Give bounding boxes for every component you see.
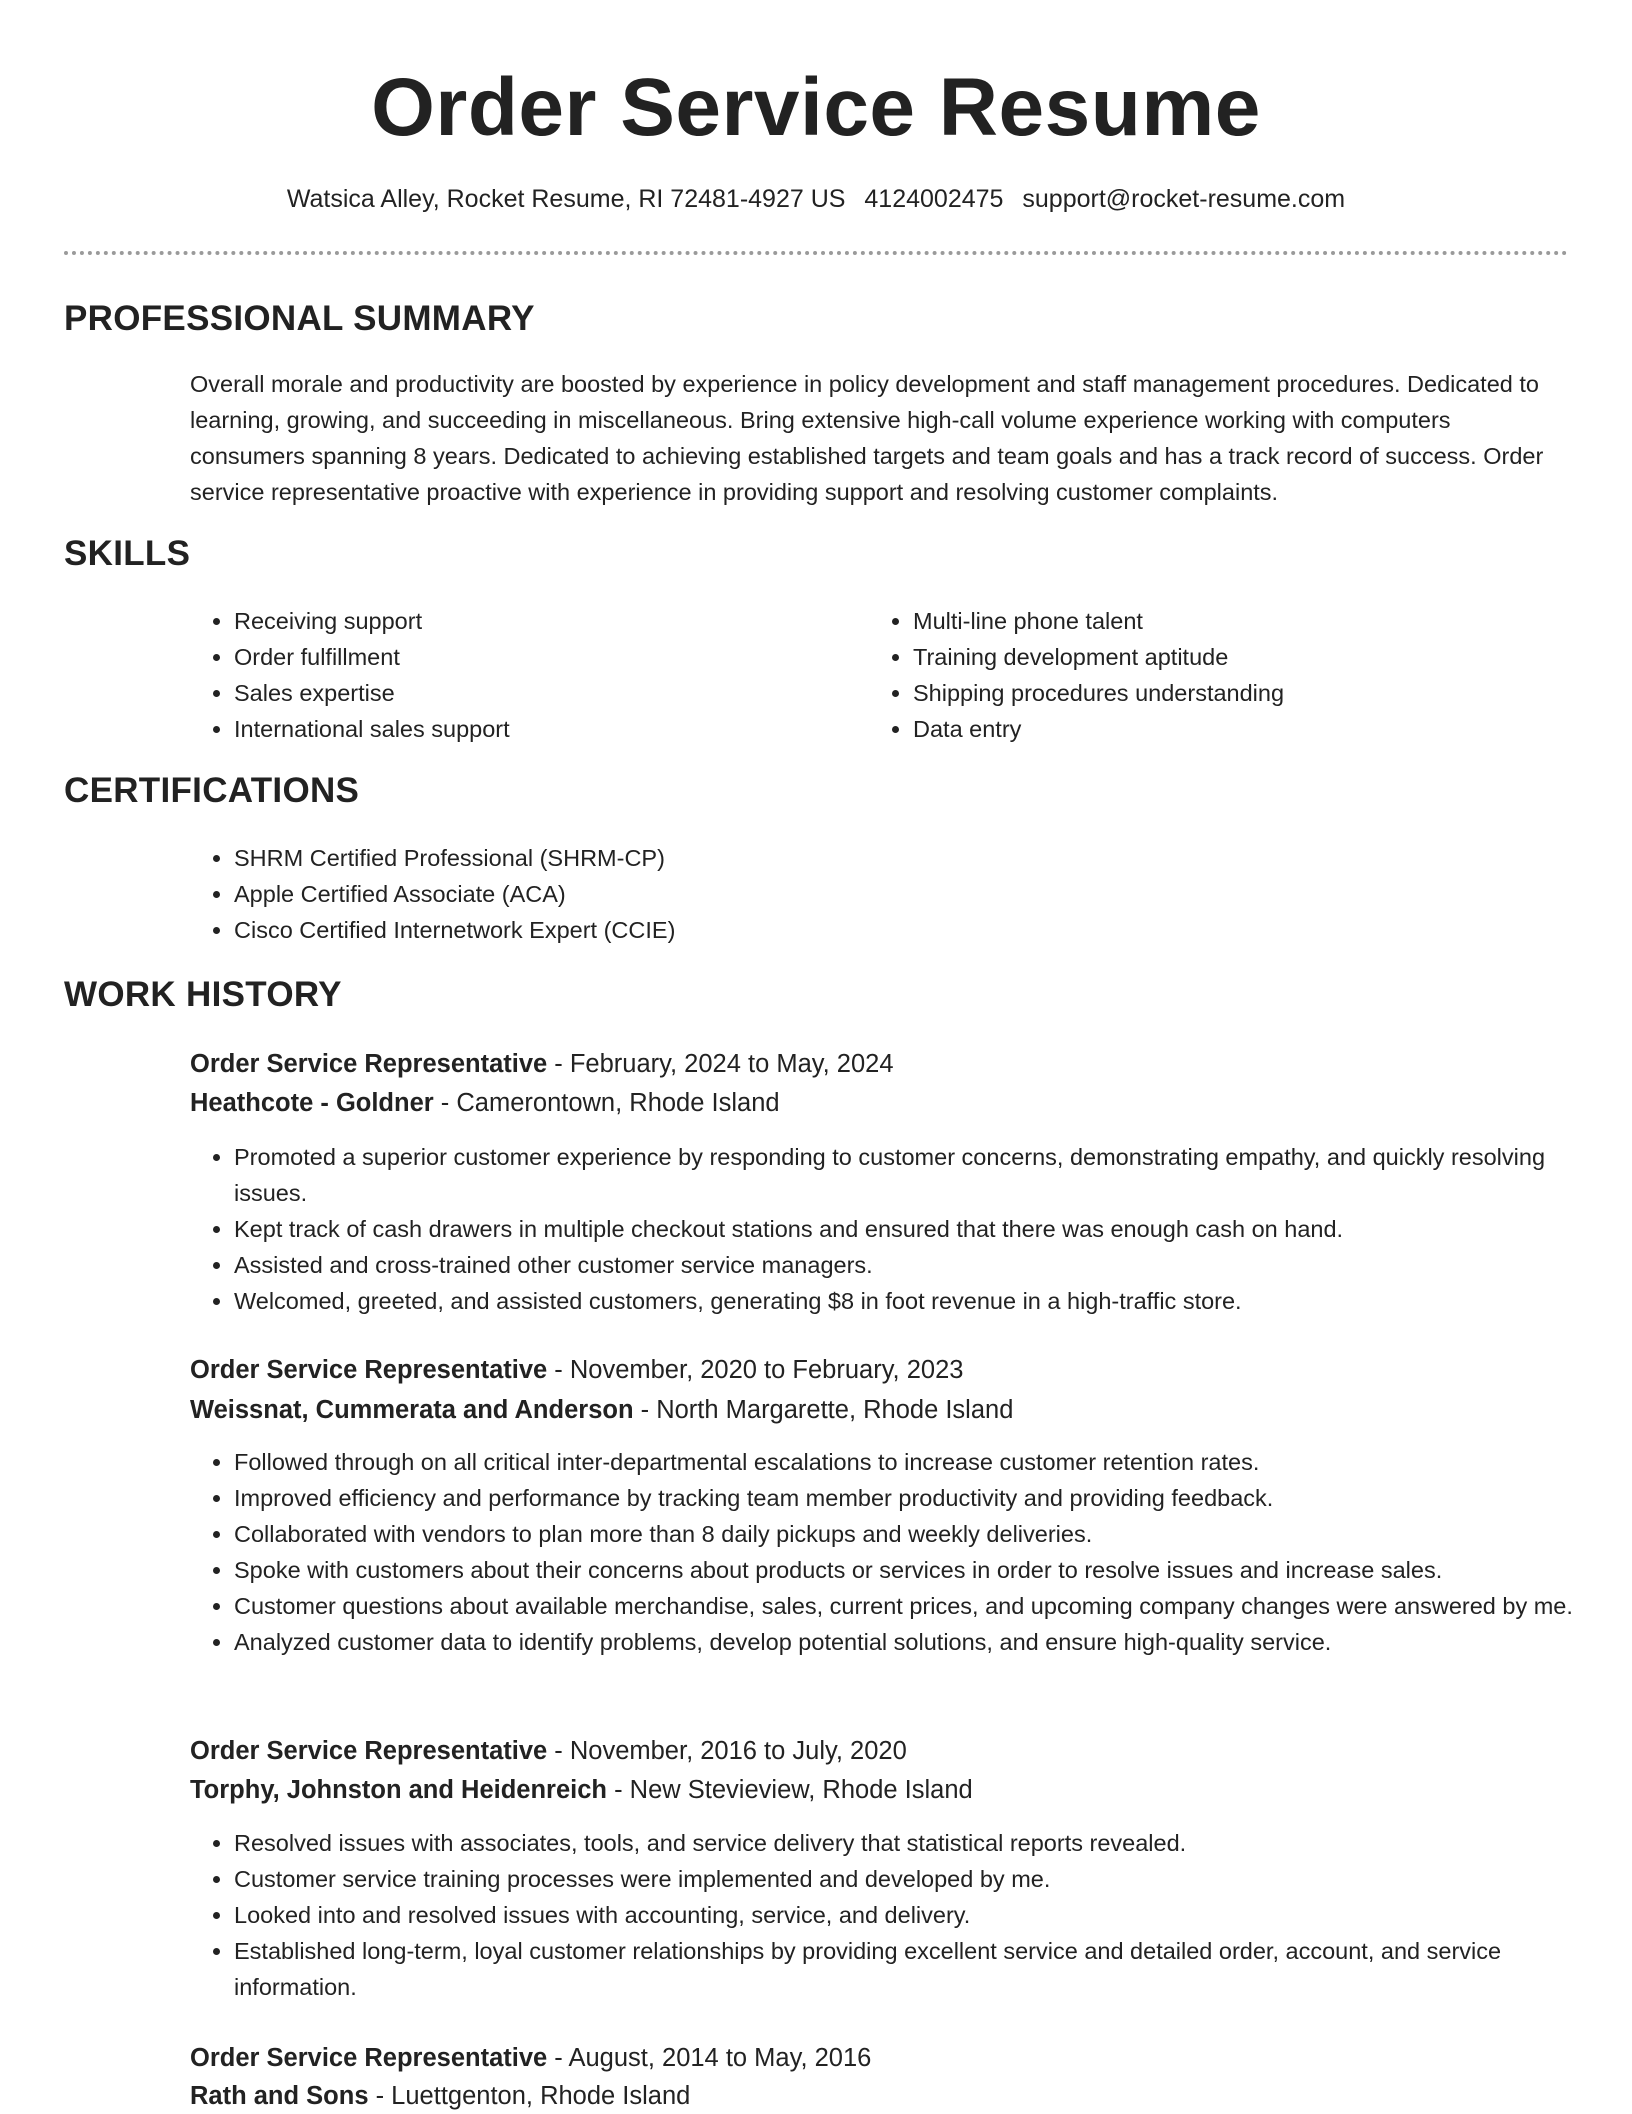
list-item: • Customer questions about available merchandise, sales, current prices, and upcoming company changes were answered by me. <box>234 1588 1614 1624</box>
job-title: Order Service Representative <box>190 2044 548 2072</box>
contact-line <box>0 182 1632 216</box>
list-item: • Looked into and resolved issues with accounting, service, and delivery. <box>234 1897 1614 1933</box>
list-item: • Promoted a superior customer experience by responding to customer concerns, demonstrating empathy, and quickly resolving issues. <box>234 1139 1614 1211</box>
job-bullets <box>190 1825 1614 2005</box>
work-history-heading: WORK HISTORY <box>64 975 342 1014</box>
list-item: • Multi-line phone talent <box>913 603 1593 639</box>
list-item: • Receiving support <box>234 603 854 639</box>
job-bullets <box>190 1139 1614 1319</box>
job-company: Heathcote - Goldner <box>190 1089 434 1117</box>
job-company: Rath and Sons <box>190 2082 369 2110</box>
skills-list-right <box>869 603 1593 747</box>
job-title-line <box>190 1046 894 1082</box>
job-title: Order Service Representative <box>190 1050 548 1078</box>
list-item: • Assisted and cross-trained other customer service managers. <box>234 1247 1614 1283</box>
job-title: Order Service Representative <box>190 1737 548 1765</box>
list-item: • Kept track of cash drawers in multiple checkout stations and ensured that there was enough cash on hand. <box>234 1211 1614 1247</box>
job-title-line <box>190 1352 963 1388</box>
job-location: - Luettgenton, Rhode Island <box>375 2082 691 2110</box>
job-dates: - February, 2024 to May, 2024 <box>554 1050 894 1078</box>
job-company-line <box>190 1392 1013 1428</box>
job-company-line <box>190 1085 780 1121</box>
job-dates: - November, 2020 to February, 2023 <box>554 1356 964 1384</box>
list-item: • Order fulfillment <box>234 639 854 675</box>
summary-text: Overall morale and productivity are boosted by experience in policy development and staff management procedures. Dedicated to learning, growing, and succeeding in miscellaneous. Bring extensive high-call volume experience working with computers consumers spanning 8 years. Dedicated to achieving established targets and team goals and has a track record of success. Order service representative proactive with experience in providing support and resolving customer complaints. <box>190 371 1544 505</box>
certifications-heading: CERTIFICATIONS <box>64 771 360 810</box>
list-item: • Followed through on all critical inter-departmental escalations to increase customer retention rates. <box>234 1444 1614 1480</box>
job-location: - Camerontown, Rhode Island <box>440 1089 780 1117</box>
list-item: • Customer service training processes were implemented and developed by me. <box>234 1861 1614 1897</box>
skills-list-left <box>190 603 854 747</box>
job-company-line <box>190 2078 690 2114</box>
list-item: • Data entry <box>913 711 1593 747</box>
summary-heading: PROFESSIONAL SUMMARY <box>64 299 535 338</box>
list-item: • Cisco Certified Internetwork Expert (CCIE) <box>234 912 1574 948</box>
job-title: Order Service Representative <box>190 1356 548 1384</box>
skills-heading: SKILLS <box>64 534 191 573</box>
job-company-line <box>190 1772 973 1808</box>
list-item: • Analyzed customer data to identify problems, develop potential solutions, and ensure high-quality service. <box>234 1624 1614 1660</box>
job-dates: - November, 2016 to July, 2020 <box>554 1737 907 1765</box>
list-item: • Resolved issues with associates, tools, and service delivery that statistical reports revealed. <box>234 1825 1614 1861</box>
list-item: • Improved efficiency and performance by tracking team member productivity and providing feedback. <box>234 1480 1614 1516</box>
job-dates: - August, 2014 to May, 2016 <box>554 2044 872 2072</box>
list-item: • Spoke with customers about their concerns about products or services in order to resolve issues and increase sales. <box>234 1552 1614 1588</box>
contact-phone: 4124002475 <box>864 185 1004 213</box>
list-item: • International sales support <box>234 711 854 747</box>
contact-address: Watsica Alley, Rocket Resume, RI 72481-4927 US <box>286 185 846 213</box>
list-item: • Sales expertise <box>234 675 854 711</box>
job-title-line <box>190 1733 907 1769</box>
contact-email: support@rocket-resume.com <box>1022 185 1346 213</box>
job-location: - North Margarette, Rhode Island <box>640 1396 1014 1424</box>
list-item: • Welcomed, greeted, and assisted customers, generating $8 in foot revenue in a high-traffic store. <box>234 1283 1614 1319</box>
certifications-list <box>190 840 1574 948</box>
list-item: • SHRM Certified Professional (SHRM-CP) <box>234 840 1574 876</box>
list-item: • Apple Certified Associate (ACA) <box>234 876 1574 912</box>
list-item: • Collaborated with vendors to plan more than 8 daily pickups and weekly deliveries. <box>234 1516 1614 1552</box>
list-item: • Training development aptitude <box>913 639 1593 675</box>
job-company: Weissnat, Cummerata and Anderson <box>190 1396 634 1424</box>
header-divider <box>64 251 1568 255</box>
job-location: - New Stevieview, Rhode Island <box>614 1776 973 1804</box>
job-bullets <box>190 1444 1614 1660</box>
list-item: • Established long-term, loyal customer relationships by providing excellent service and detailed order, account, and service information. <box>234 1933 1614 2005</box>
job-company: Torphy, Johnston and Heidenreich <box>190 1776 608 1804</box>
resume-title: Order Service Resume <box>371 62 1261 153</box>
list-item: • Shipping procedures understanding <box>913 675 1593 711</box>
job-title-line <box>190 2040 871 2076</box>
